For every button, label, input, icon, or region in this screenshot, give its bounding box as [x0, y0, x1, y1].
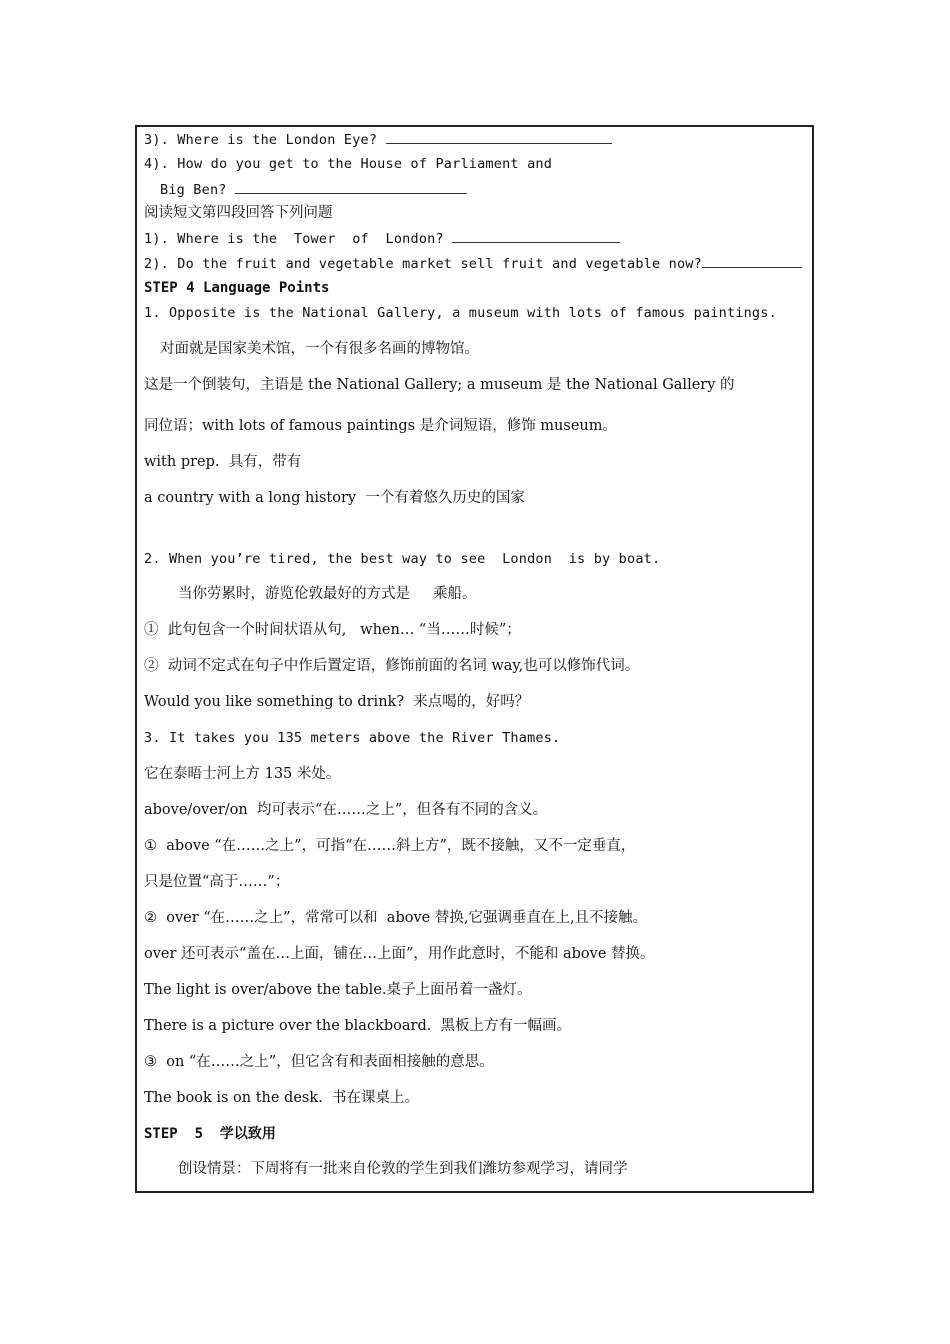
answer-blank[interactable]	[386, 130, 612, 144]
question-4-line2: Big Ben?	[160, 180, 467, 199]
lp2-note-2: ② 动词不定式在句子中作后置定语，修饰前面的名词 way,也可以修饰代词。	[144, 658, 640, 674]
para4-question-1: 1). Where is the Tower of London?	[144, 229, 620, 248]
question-3: 3). Where is the London Eye?	[144, 130, 612, 149]
lp1-sentence: 1. Opposite is the National Gallery, a museum with lots of famous paintings.	[144, 305, 777, 321]
lp3-sentence: 3. It takes you 135 meters above the River Thames.	[144, 730, 561, 746]
lp3-translation: 它在泰晤士河上方 135 米处。	[144, 766, 341, 782]
lp3-example-1: The light is over/above the table.桌子上面吊着一盏灯。	[144, 982, 532, 998]
with-definition: with prep. 具有，带有	[144, 454, 302, 470]
answer-blank[interactable]	[235, 180, 467, 194]
lp3-example-2: There is a picture over the blackboard. 黑板上方有一幅画。	[144, 1018, 572, 1034]
lp2-note-1: ① 此句包含一个时间状语从句, when… “当……时候”；	[144, 622, 521, 638]
lp3-note-over-extra: over 还可表示“盖在…上面，铺在…上面”，用作此意时，不能和 above 替换。	[144, 946, 655, 962]
lp3-note-over: ② over “在……之上”，常常可以和 above 替换,它强调垂直在上,且不接触。	[144, 910, 648, 926]
with-example: a country with a long history 一个有着悠久历史的国家	[144, 490, 525, 506]
lp1-note-line2: 同位语；with lots of famous paintings 是介词短语，修饰 museum。	[144, 418, 617, 434]
para4-question-2: 2). Do the fruit and vegetable market sell fruit and vegetable now?	[144, 254, 802, 273]
paragraph-4-heading: 阅读短文第四段回答下列问题	[144, 205, 333, 221]
lp3-note-on: ③ on “在……之上”，但它含有和表面相接触的意思。	[144, 1054, 494, 1070]
lp2-sentence: 2. When you’re tired, the best way to see London is by boat.	[144, 551, 661, 567]
answer-blank[interactable]	[702, 254, 802, 268]
lp3-note-above-line1: ① above “在……之上”，可指“在……斜上方”，既不接触，又不一定垂直，	[144, 838, 636, 854]
question-4-line1: 4). How do you get to the House of Parliament and	[144, 156, 553, 172]
lp2-translation: 当你劳累时，游览伦敦最好的方式是 乘船。	[178, 586, 477, 602]
answer-blank[interactable]	[452, 229, 620, 243]
lp1-note-line1: 这是一个倒装句，主语是 the National Gallery; a museum 是 the National Gallery 的	[144, 377, 735, 393]
lp1-translation: 对面就是国家美术馆，一个有很多名画的博物馆。	[160, 341, 479, 357]
lp2-example: Would you like something to drink? 来点喝的，好吗？	[144, 694, 530, 710]
step5-heading: STEP 5 学以致用	[144, 1126, 276, 1142]
step5-scenario: 创设情景：下周将有一批来自伦敦的学生到我们潍坊参观学习，请同学	[178, 1161, 628, 1177]
lp3-note-above-line2: 只是位置“高于……”；	[144, 874, 290, 890]
lp3-example-3: The book is on the desk. 书在课桌上。	[144, 1090, 419, 1106]
lp3-intro: above/over/on 均可表示“在……之上”，但各有不同的含义。	[144, 802, 548, 818]
step4-heading: STEP 4 Language Points	[144, 280, 330, 296]
